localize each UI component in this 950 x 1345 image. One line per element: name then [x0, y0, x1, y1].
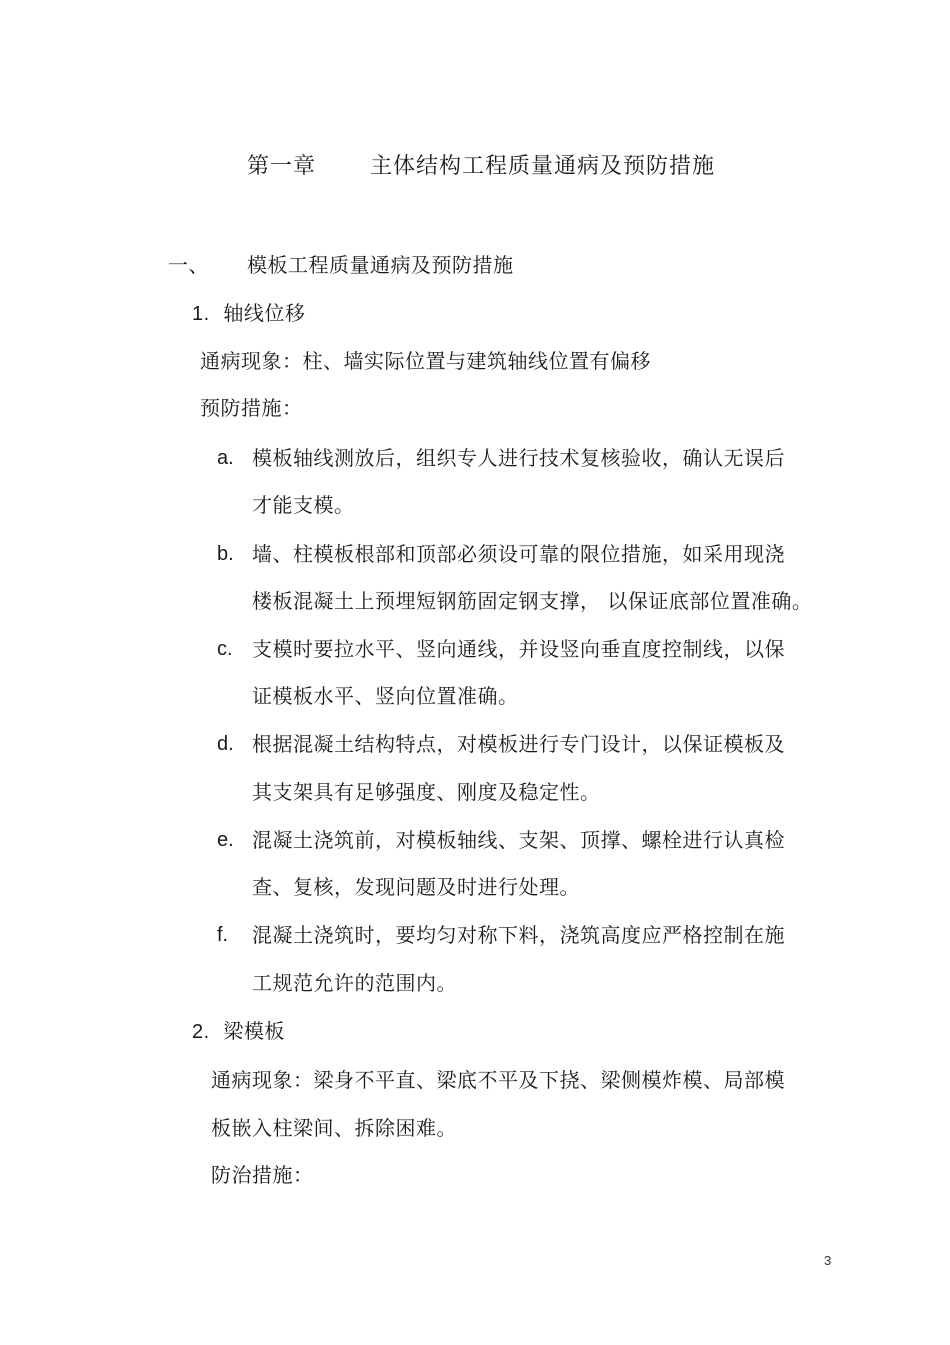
list-item-line: 楼板混凝土上预埋短钢筋固定钢支撑， 以保证底部位置准确。 [252, 589, 813, 613]
list-item-marker: c. [217, 638, 233, 660]
subsection-heading [192, 300, 305, 327]
measures-label: 防治措施： [211, 1163, 314, 1187]
list-item-marker: a. [217, 447, 234, 469]
list-item-line: 混凝土浇筑前，对模板轴线、支架、顶撑、螺栓进行认真检 [252, 828, 785, 852]
list-item-marker: b. [217, 543, 234, 565]
subsection-heading [192, 1018, 285, 1045]
section-title: 模板工程质量通病及预防措施 [247, 253, 514, 277]
list-item-line: 查、复核，发现问题及时进行处理。 [252, 875, 580, 899]
list-item-line: 根据混凝土结构特点，对模板进行专门设计，以保证模板及 [252, 732, 785, 756]
section-heading [168, 252, 514, 278]
subsection-marker: 2. [192, 1021, 210, 1043]
list-item-line: 证模板水平、竖向位置准确。 [252, 684, 519, 708]
chapter-title-text: 主体结构工程质量通病及预防措施 [370, 154, 716, 179]
section-marker: 一、 [168, 253, 209, 277]
subsection-title: 轴线位移 [223, 301, 306, 325]
list-item-marker: d. [217, 733, 234, 755]
measures-label: 预防措施： [200, 396, 303, 420]
list-item-line: 模板轴线测放后，组织专人进行技术复核验收，确认无误后 [252, 446, 785, 470]
page-number: 3 [824, 1253, 832, 1268]
list-item-marker: f. [217, 924, 229, 946]
list-item-line: 工规范允许的范围内。 [252, 971, 457, 995]
symptom-text: 板嵌入柱梁间、拆除困难。 [211, 1116, 457, 1140]
symptom-text: 通病现象：梁身不平直、梁底不平及下挠、梁侧模炸模、局部模 [211, 1068, 785, 1092]
list-item-line: 混凝土浇筑时，要均匀对称下料，浇筑高度应严格控制在施 [252, 923, 785, 947]
list-item-line: 才能支模。 [252, 493, 355, 517]
chapter-number: 第一章 [247, 154, 317, 179]
list-item-line: 墙、柱模板根部和顶部必须设可靠的限位措施，如采用现浇 [252, 542, 785, 566]
list-item-marker: e. [217, 829, 234, 851]
symptom-text: 通病现象：柱、墙实际位置与建筑轴线位置有偏移 [200, 349, 651, 373]
subsection-title: 梁模板 [223, 1019, 285, 1043]
chapter-title [247, 154, 715, 180]
list-item-line: 支模时要拉水平、竖向通线，并设竖向垂直度控制线，以保 [252, 637, 785, 661]
subsection-marker: 1. [192, 303, 210, 325]
list-item-line: 其支架具有足够强度、刚度及稳定性。 [252, 780, 601, 804]
